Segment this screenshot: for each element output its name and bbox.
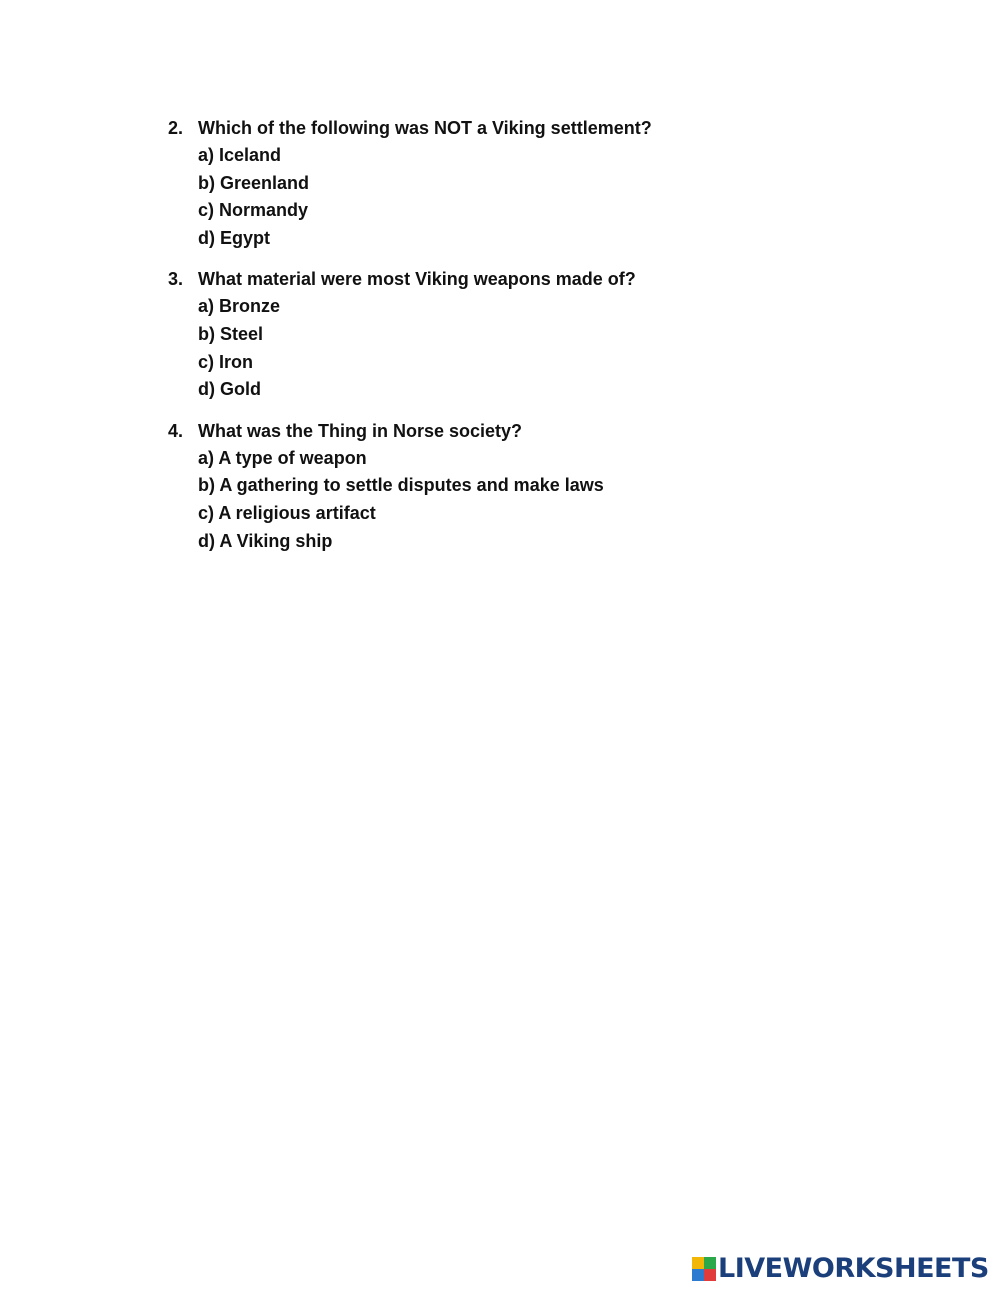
question-4 xyxy=(168,417,788,555)
logo-text: LIVEWORKSHEETS xyxy=(718,1253,989,1284)
option-a: a) Bronze xyxy=(198,296,281,317)
options-list xyxy=(168,445,788,555)
question-3 xyxy=(168,265,788,403)
option-d: d) A Viking ship xyxy=(198,530,333,551)
option-c: c) Iron xyxy=(198,351,254,372)
option-c: c) Normandy xyxy=(198,200,309,221)
option-b: b) Steel xyxy=(198,323,264,344)
question-2 xyxy=(168,114,788,252)
question-list xyxy=(168,114,788,568)
question-text: What material were most Viking weapons made of? xyxy=(198,269,636,290)
question-number: 2. xyxy=(168,118,184,138)
option-d: d) Egypt xyxy=(198,227,270,248)
option-c: c) A religious artifact xyxy=(198,502,376,523)
question-line xyxy=(168,417,788,445)
option-a: a) A type of weapon xyxy=(198,447,367,468)
options-list xyxy=(168,293,788,403)
option-a: a) Iceland xyxy=(198,145,282,165)
question-number: 3. xyxy=(168,269,184,290)
option-b: b) A gathering to settle disputes and make laws xyxy=(198,475,604,496)
liveworksheets-logo xyxy=(692,1254,989,1284)
option-b: b) Greenland xyxy=(198,172,310,193)
question-line xyxy=(168,114,788,142)
question-line xyxy=(168,265,788,293)
question-text: Which of the following was NOT a Viking settlement? xyxy=(198,118,652,138)
options-list xyxy=(168,142,788,252)
question-number: 4. xyxy=(168,420,184,441)
option-d: d) Gold xyxy=(198,379,261,400)
question-text: What was the Thing in Norse society? xyxy=(198,420,523,441)
liveworksheets-logo-icon xyxy=(692,1257,716,1281)
